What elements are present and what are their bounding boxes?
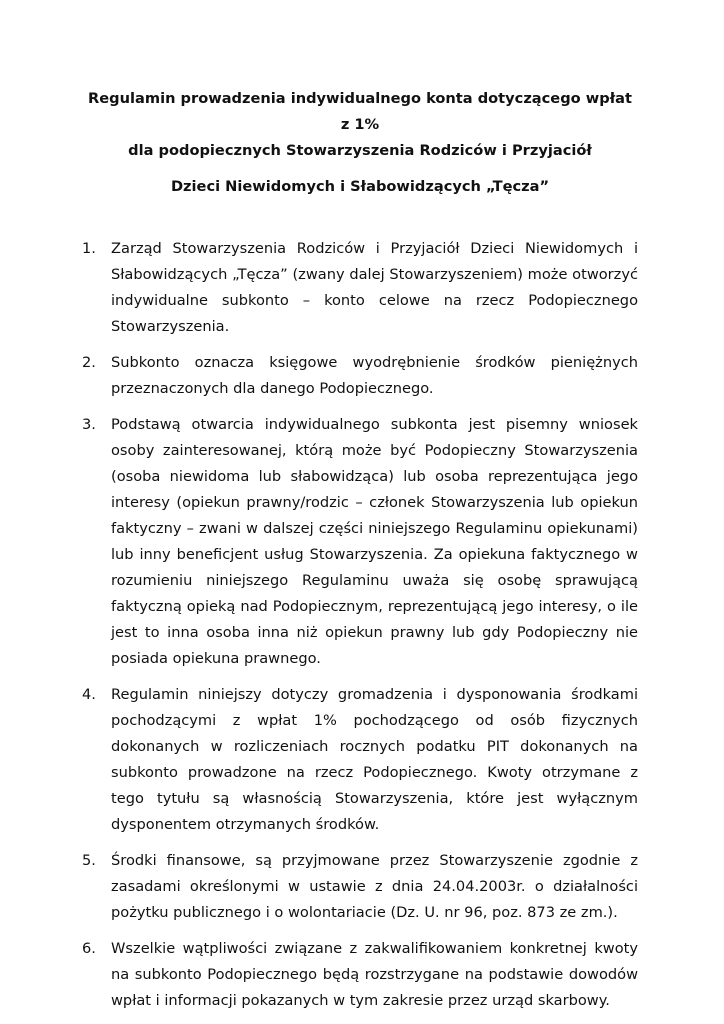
rule-text: Regulamin niniejszy dotyczy gromadzenia i dysponowania środkami pochodzącymi z wpłat 1% pochodzącego od osób fizycznych dokonanych w rozliczeniach rocznych podatku PIT dokonanych na subkonto prowadzone na rzecz Podopiecznego. Kwoty otrzymane z tego tytułu są własnością Stowarzyszenia, które jest wyłącznym dysponentem otrzymanych środków.	[111, 686, 638, 833]
title-line-2: dla podopiecznych Stowarzyszenia Rodziców i Przyjaciół	[128, 142, 592, 159]
title-line-3: Dzieci Niewidomych i Słabowidzących „Tęcza”	[170, 178, 550, 195]
document-title	[82, 86, 638, 200]
title-line-1: Regulamin prowadzenia indywidualnego konta dotyczącego wpłat z 1%	[88, 90, 632, 133]
rule-item-5	[82, 848, 638, 926]
rule-text: Zarząd Stowarzyszenia Rodziców i Przyjaciół Dzieci Niewidomych i Słabowidzących „Tęcza” (zwany dalej Stowarzyszeniem) może otworzyć indywidualne subkonto – konto celowe na rzecz Podopiecznego Stowarzyszenia.	[111, 240, 638, 335]
rule-number: 6.	[82, 940, 96, 957]
rule-number: 3.	[82, 416, 96, 433]
rule-item-6	[82, 936, 638, 1014]
rule-number: 5.	[82, 852, 96, 869]
rule-text: Subkonto oznacza księgowe wyodrębnienie środków pieniężnych przeznaczonych dla danego Podopiecznego.	[111, 354, 638, 397]
rule-number: 1.	[82, 240, 96, 257]
rule-text: Środki finansowe, są przyjmowane przez Stowarzyszenie zgodnie z zasadami określonymi w ustawie z dnia 24.04.2003r. o działalności pożytku publicznego i o wolontariacie (Dz. U. nr 96, poz. 873 ze zm.).	[111, 852, 638, 921]
rules-list	[82, 236, 638, 1014]
rule-item-2	[82, 350, 638, 402]
rule-item-1	[82, 236, 638, 340]
rule-number: 2.	[82, 354, 96, 371]
title-spacer	[82, 164, 638, 174]
rule-text: Wszelkie wątpliwości związane z zakwalifikowaniem konkretnej kwoty na subkonto Podopiecznego będą rozstrzygane na podstawie dowodów wpłat i informacji pokazanych w tym zakresie przez urząd skarbowy.	[111, 940, 638, 1009]
rule-item-4	[82, 682, 638, 838]
rule-item-3	[82, 412, 638, 672]
rule-number: 4.	[82, 686, 96, 703]
rule-text: Podstawą otwarcia indywidualnego subkonta jest pisemny wniosek osoby zainteresowanej, którą może być Podopieczny Stowarzyszenia (osoba niewidoma lub słabowidząca) lub osoba reprezentująca jego interesy (opiekun prawny/rodzic – członek Stowarzyszenia lub opiekun faktyczny – zwani w dalszej części niniejszego Regulaminu opiekunami) lub inny beneficjent usług Stowarzyszenia. Za opiekuna faktycznego w rozumieniu niniejszego Regulaminu uważa się osobę sprawującą faktyczną opieką nad Podopiecznym, reprezentującą jego interesy, o ile jest to inna osoba inna niż opiekun prawny lub gdy Podopieczny nie posiada opiekuna prawnego.	[111, 416, 638, 667]
